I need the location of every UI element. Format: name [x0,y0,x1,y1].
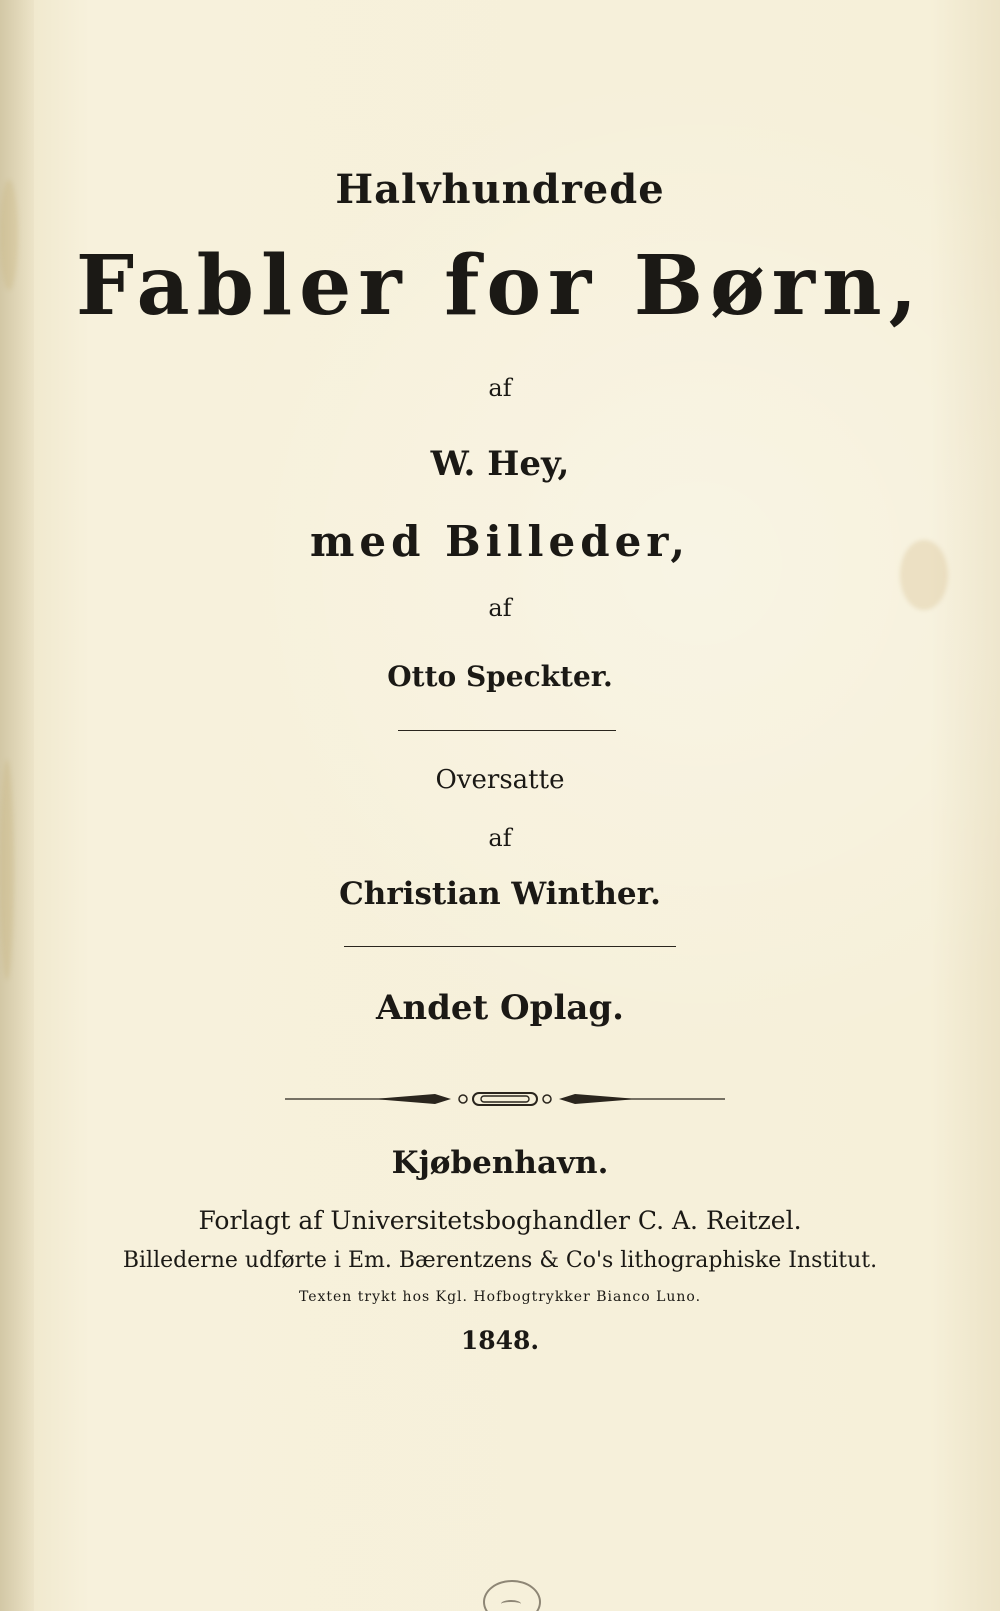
publication-city: Kjøbenhavn. [391,1145,609,1181]
by-text: af [488,824,512,852]
divider-rule [398,730,616,731]
edition-statement: Andet Oplag. [376,988,624,1028]
illustration-statement: med Billeder, [309,517,691,566]
illustrator-name: Otto Speckter. [387,660,613,693]
lithography-line: Billederne udførte i Em. Bærentzens & Co's lithographiske Institut. [122,1248,878,1273]
publication-year: 1848. [460,1326,540,1355]
translation-statement: Oversatte [435,765,565,795]
author-name: W. Hey, [430,444,570,484]
book-title: Fabler for Børn, [75,238,925,334]
translator-name: Christian Winther. [339,876,661,912]
title-small: Halvhundrede [335,166,665,213]
divider-rule [344,946,676,947]
by-text: af [488,594,512,622]
foxing-stain [0,760,14,980]
printer-line: Texten trykt hos Kgl. Hofbogtrykker Bianco Luno. [298,1289,702,1305]
publisher-line: Forlagt af Universitetsboghandler C. A. Reitzel. [198,1206,802,1235]
page-stamp [483,1580,541,1611]
by-text: af [488,374,512,402]
decorative-ornament [285,1090,725,1108]
